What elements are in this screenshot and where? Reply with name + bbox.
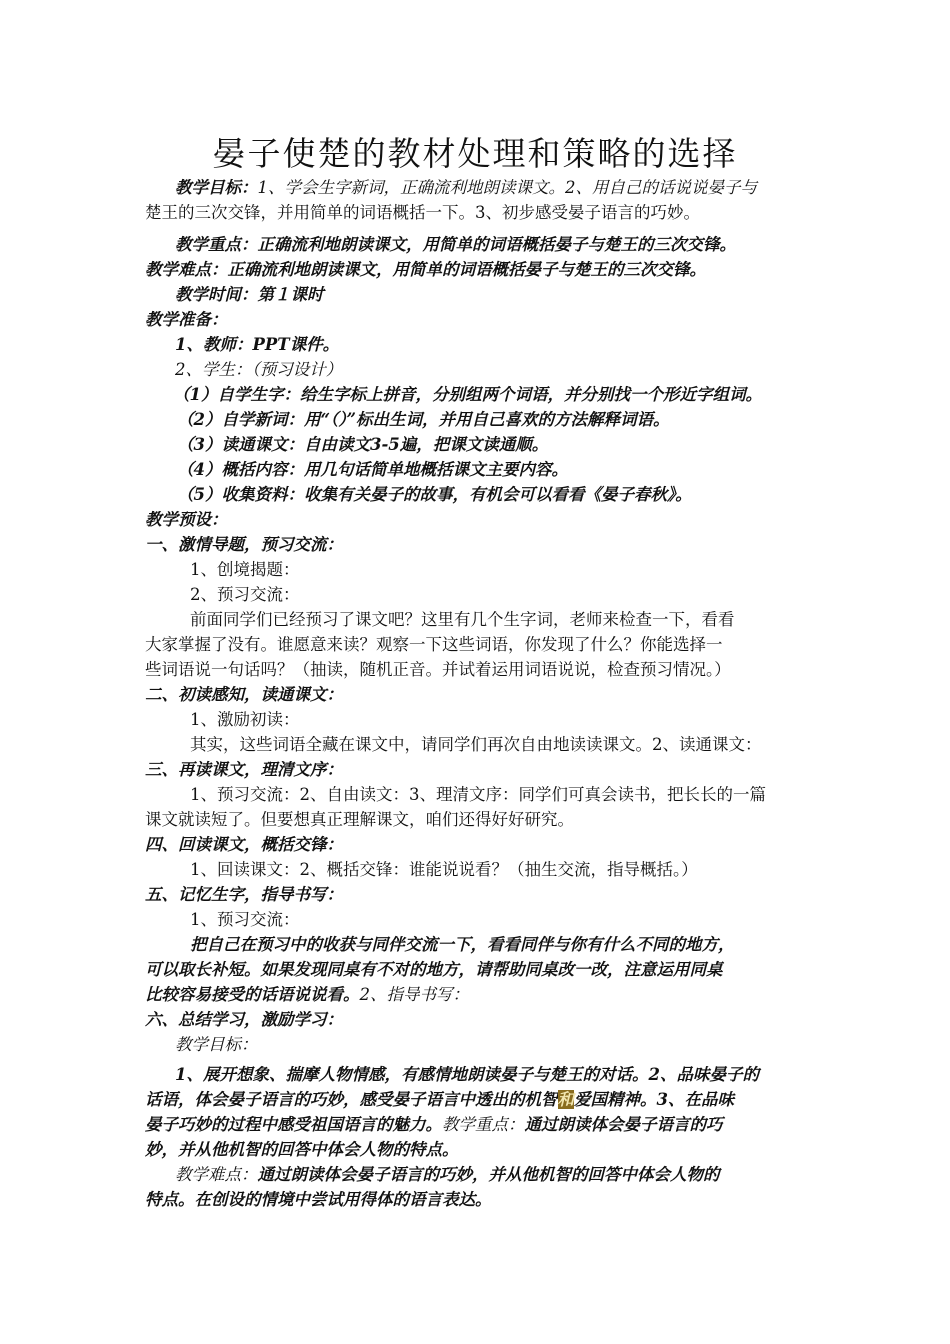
objective-line-1: 教学目标：1、学会生字新词，正确流利地朗读课文。2、用自己的话说说晏子与 bbox=[175, 178, 757, 197]
section-heading: 四、回读课文，概括交锋： bbox=[145, 835, 343, 854]
paragraph-line: 教学难点：通过朗读体会晏子语言的巧妙，并从他机智的回答中体会人物的 bbox=[175, 1165, 720, 1184]
section-line: 1、激励初读： bbox=[190, 710, 300, 729]
section-line: 1、预习交流： bbox=[190, 910, 300, 929]
preset-label: 教学预设： bbox=[145, 510, 228, 529]
paragraph-line: 特点。在创设的情境中尝试用得体的语言表达。 bbox=[145, 1190, 492, 1209]
section-heading: 三、再读课文，理清文序： bbox=[145, 760, 343, 779]
paragraph-line: 1、预习交流：2、自由读文：3、理清文序：同学们可真会读书，把长长的一篇 bbox=[190, 785, 766, 804]
paragraph-line: 1、展开想象、揣摩人物情感，有感情地朗读晏子与楚王的对话。2、品味晏子的 bbox=[175, 1065, 759, 1084]
section-heading: 五、记忆生字，指导书写： bbox=[145, 885, 343, 904]
paragraph-line: 晏子巧妙的过程中感受祖国语言的魅力。教学重点：通过朗读体会晏子语言的巧 bbox=[145, 1115, 723, 1134]
section-heading: 二、初读感知，读通课文： bbox=[145, 685, 343, 704]
paragraph-line: 把自己在预习中的收获与同伴交流一下，看看同伴与你有什么不同的地方， bbox=[190, 935, 735, 954]
paragraph-line: 妙，并从他机智的回答中体会人物的特点。 bbox=[145, 1140, 459, 1159]
prep-item: （2）自学新词：用“（）”标出生词，并用自己喜欢的方法解释词语。 bbox=[177, 410, 670, 429]
section-heading: 六、总结学习，激励学习： bbox=[145, 1010, 343, 1029]
section-line: 1、创境揭题： bbox=[190, 560, 300, 579]
paragraph-line: 大家掌握了没有。谁愿意来读？观察一下这些词语，你发现了什么？你能选择一 bbox=[145, 635, 723, 654]
prep-teacher: 1、教师：PPT课件。 bbox=[175, 335, 340, 354]
prep-item: （4）概括内容：用几句话简单地概括课文主要内容。 bbox=[177, 460, 568, 479]
highlighted-char: 和 bbox=[557, 1090, 574, 1109]
prep-label: 教学准备： bbox=[145, 310, 228, 329]
paragraph-line: 课文就读短了。但要想真正理解课文，咱们还得好好研究。 bbox=[145, 810, 574, 829]
paragraph-line: 比较容易接受的话语说说看。2、指导书写： bbox=[145, 985, 469, 1004]
section-heading: 一、激情导题，预习交流： bbox=[145, 535, 343, 554]
prep-student: 2、学生：（预习设计） bbox=[175, 360, 343, 379]
document-title: 晏子使楚的教材处理和策略的选择 bbox=[212, 134, 738, 173]
paragraph-line: 1、回读课文：2、概括交锋：谁能说说看？（抽生交流，指导概括。） bbox=[190, 860, 698, 879]
objective-label-2: 教学目标： bbox=[175, 1035, 258, 1054]
objective-line-2: 楚王的三次交锋，并用简单的词语概括一下。3、初步感受晏子语言的巧妙。 bbox=[145, 203, 700, 222]
difficulty: 教学难点：正确流利地朗读课文，用简单的词语概括晏子与楚王的三次交锋。 bbox=[145, 260, 706, 279]
prep-item: （5）收集资料：收集有关晏子的故事，有机会可以看看《晏子春秋》。 bbox=[177, 485, 692, 504]
key-point: 教学重点：正确流利地朗读课文，用简单的词语概括晏子与楚王的三次交锋。 bbox=[175, 235, 736, 254]
paragraph-line: 可以取长补短。如果发现同桌有不对的地方，请帮助同桌改一改，注意运用同桌 bbox=[145, 960, 723, 979]
paragraph-line: 其实，这些词语全藏在课文中，请同学们再次自由地读读课文。2、读通课文： bbox=[190, 735, 762, 754]
section-line: 2、预习交流： bbox=[190, 585, 300, 604]
objective-label: 教学目标： bbox=[175, 178, 258, 197]
lesson-time: 教学时间：第１课时 bbox=[175, 285, 324, 304]
paragraph-line: 前面同学们已经预习了课文吧？这里有几个生字词，老师来检查一下，看看 bbox=[190, 610, 735, 629]
paragraph-line: 些词语说一句话吗？（抽读，随机正音。并试着运用词语说说，检查预习情况。） bbox=[145, 660, 731, 679]
paragraph-line: 话语，体会晏子语言的巧妙，感受晏子语言中透出的机智和爱国精神。3、在品味 bbox=[145, 1090, 734, 1109]
prep-item: （1）自学生字：给生字标上拼音，分别组两个词语，并分别找一个形近字组词。 bbox=[173, 385, 762, 404]
prep-item: （3）读通课文：自由读文3-5遍，把课文读通顺。 bbox=[177, 435, 549, 454]
